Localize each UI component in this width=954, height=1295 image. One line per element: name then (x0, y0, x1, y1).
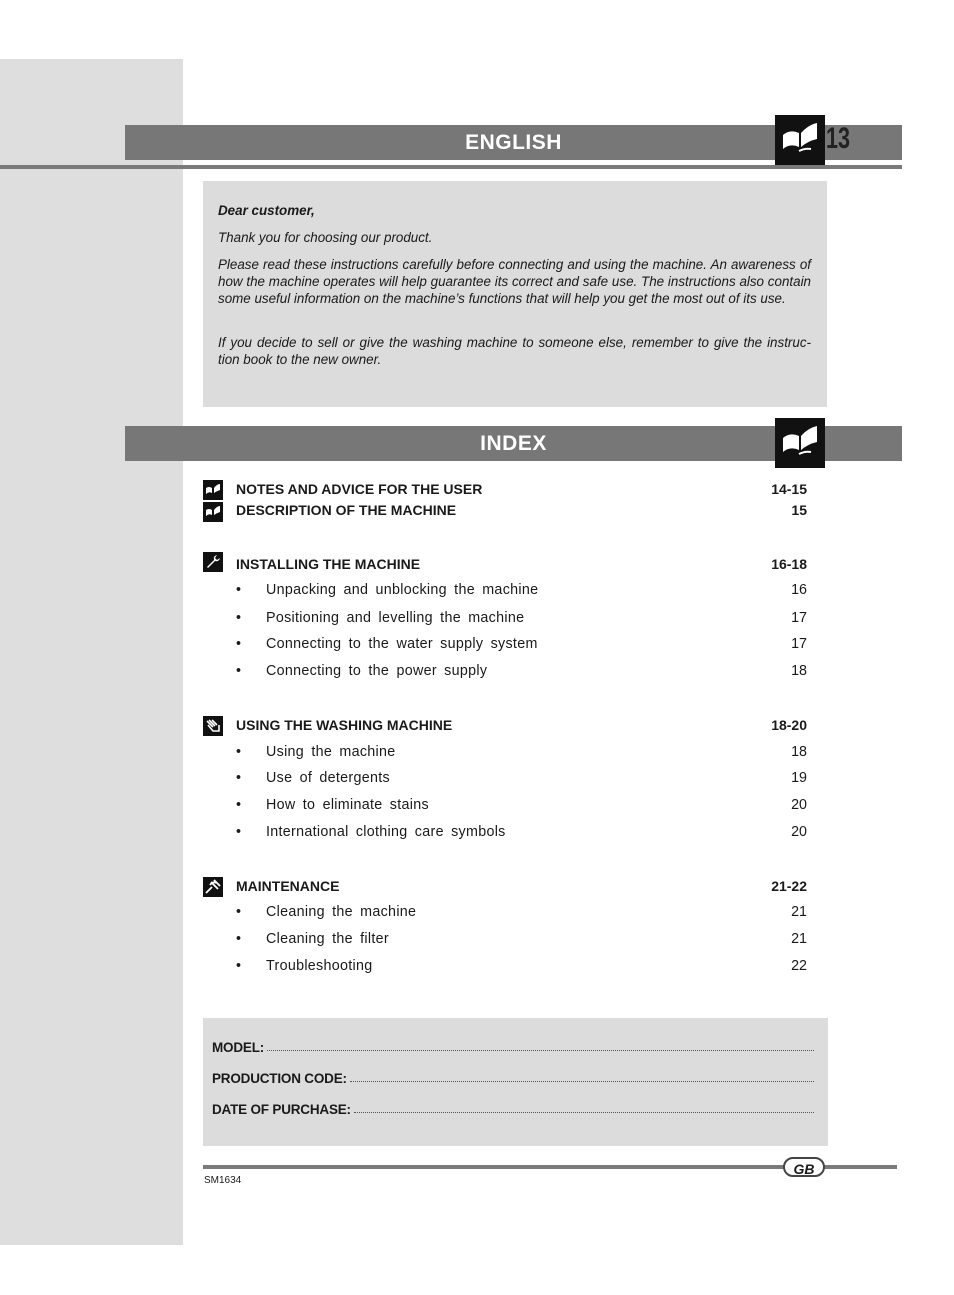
section-maintenance-pages: 21-22 (771, 878, 807, 894)
list-item: • International clothing care symbols (236, 824, 506, 840)
list-item: • How to eliminate stains (236, 797, 429, 813)
language-badge: GB (783, 1157, 825, 1177)
product-info-box (203, 1018, 828, 1146)
section-maintenance-title: MAINTENANCE (236, 878, 340, 894)
list-item: • Connecting to the water supply system (236, 636, 538, 652)
model-label: MODEL: (212, 1040, 265, 1055)
page-title: ENGLISH (465, 131, 562, 154)
list-item-page: 19 (791, 770, 807, 786)
section-using-pages: 18-20 (771, 717, 807, 733)
list-item: • Cleaning the filter (236, 931, 389, 947)
book-icon (775, 115, 825, 165)
list-item: • Using the machine (236, 744, 396, 760)
list-item-page: 16 (791, 582, 807, 598)
dotted-line (267, 1049, 814, 1051)
section-description-pages: 15 (791, 502, 807, 518)
thanks-text: Thank you for choosing our product. (218, 230, 433, 245)
section-installing-title: INSTALLING THE MACHINE (236, 556, 421, 572)
dotted-line (354, 1111, 814, 1113)
list-item: • Connecting to the power supply (236, 663, 488, 679)
resale-paragraph: If you decide to sell or give the washing machine to someone else, remember to give the instruc-tion book to the new owner. (218, 335, 811, 367)
header-rule (0, 165, 902, 169)
production-code-label: PRODUCTION CODE: (212, 1071, 347, 1086)
date-of-purchase-field[interactable] (212, 1099, 814, 1117)
list-item-page: 21 (791, 904, 807, 920)
intro-paragraph: Please read these instructions carefully before connecting and using the machine. An awareness of how the machine operates will help guarantee its correct and safe use. The instructions also contain some useful information on the machine’s functions that will help you get the most out of its use. (218, 257, 811, 306)
list-item-page: 17 (791, 610, 807, 626)
list-item-page: 18 (791, 663, 807, 679)
index-title: INDEX (480, 432, 547, 455)
section-description-title: DESCRIPTION OF THE MACHINE (236, 502, 457, 518)
hand-icon (203, 716, 223, 736)
list-item-page: 20 (791, 797, 807, 813)
maintenance-icon (203, 877, 223, 897)
document-code: SM1634 (204, 1175, 242, 1186)
list-item-page: 20 (791, 824, 807, 840)
list-item-page: 22 (791, 958, 807, 974)
list-item-page: 21 (791, 931, 807, 947)
page-number: 13 (826, 122, 851, 155)
intro-box (203, 181, 827, 407)
book-icon (775, 418, 825, 468)
dotted-line (350, 1080, 814, 1082)
production-code-field[interactable] (212, 1068, 814, 1086)
left-margin-band (0, 59, 183, 1245)
book-icon (203, 502, 223, 522)
list-item-page: 18 (791, 744, 807, 760)
section-installing-pages: 16-18 (771, 556, 807, 572)
section-notes-title: NOTES AND ADVICE FOR THE USER (236, 481, 483, 497)
list-item-page: 17 (791, 636, 807, 652)
date-of-purchase-label: DATE OF PURCHASE: (212, 1102, 351, 1117)
book-icon (203, 480, 223, 500)
wrench-icon (203, 552, 223, 572)
list-item: • Unpacking and unblocking the machine (236, 582, 539, 598)
greeting: Dear customer, (218, 203, 315, 218)
list-item: • Use of detergents (236, 770, 390, 786)
section-notes-pages: 14-15 (771, 481, 807, 497)
list-item: • Cleaning the machine (236, 904, 417, 920)
section-using-title: USING THE WASHING MACHINE (236, 717, 453, 733)
model-field[interactable] (212, 1037, 814, 1055)
list-item: • Troubleshooting (236, 958, 373, 974)
list-item: • Positioning and levelling the machine (236, 610, 525, 626)
